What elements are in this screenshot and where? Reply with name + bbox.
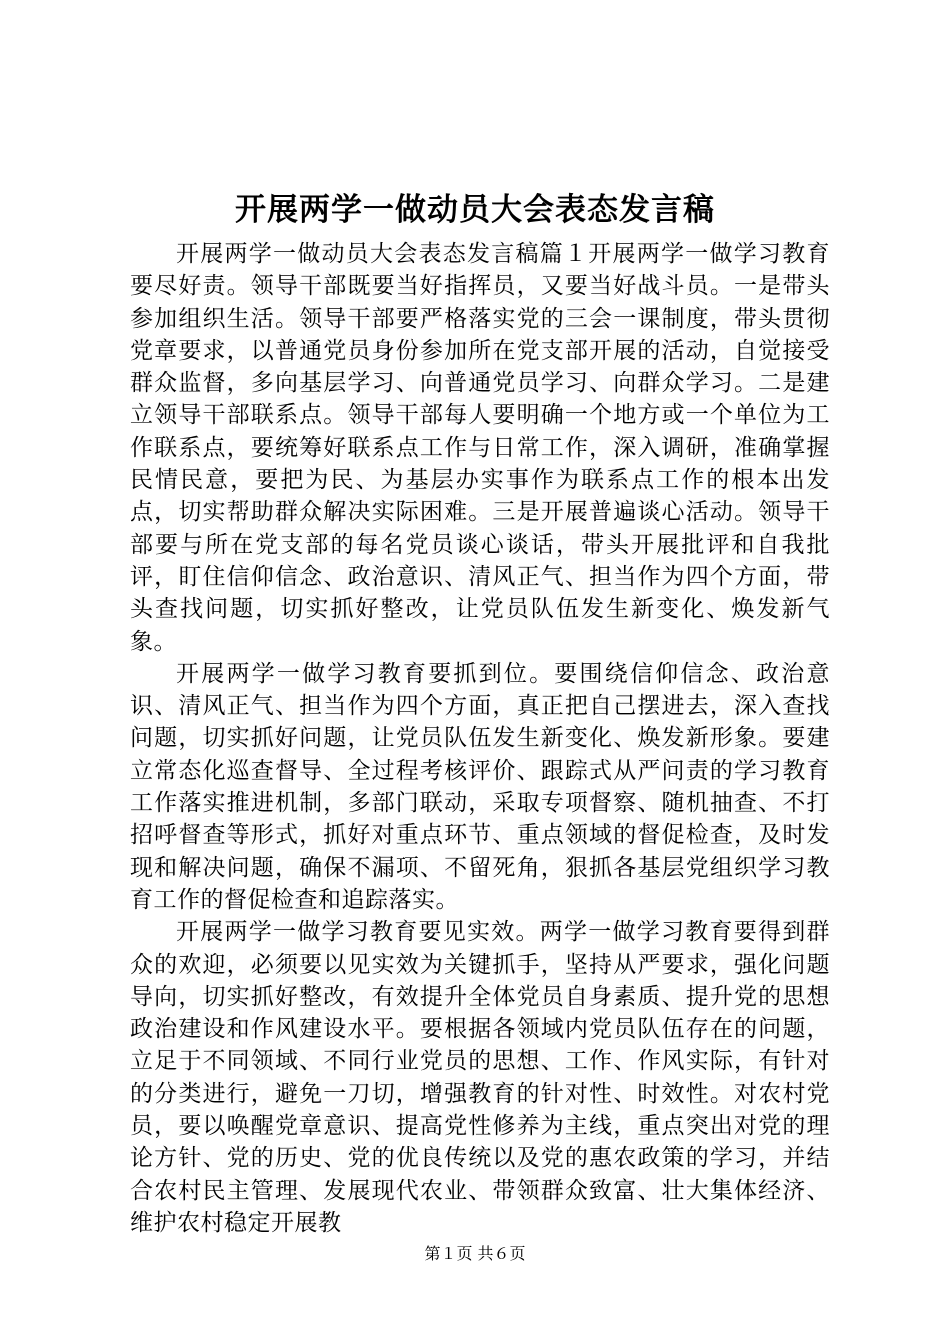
document-body [130, 238, 830, 1239]
paragraph-3: 开展两学一做学习教育要见实效。两学一做学习教育要得到群众的欢迎，必须要以见实效为关键抓手，坚持从严要求，强化问题导向，切实抓好整改，有效提升全体党员自身素质、提升党的思想政治建设和作风建设水平。要根据各领域内党员队伍存在的问题，立足于不同领域、不同行业党员的思想、工作、作风实际，有针对的分类进行，避免一刀切，增强教育的针对性、时效性。对农村党员，要以唤醒党章意识、提高党性修养为主线，重点突出对党的理论方针、党的历史、党的优良传统以及党的惠农政策的学习，并结合农村民主管理、发展现代农业、带领群众致富、壮大集体经济、维护农村稳定开展教 [130, 919, 830, 1236]
page-number-footer: 第１页 共６页 [424, 1244, 526, 1263]
paragraph-1: 开展两学一做动员大会表态发言稿篇１开展两学一做学习教育要尽好责。领导干部既要当好指挥员，又要当好战斗员。一是带头参加组织生活。领导干部要严格落实党的三会一课制度，带头贯彻党章要求，以普通党员身份参加所在党支部开展的活动，自觉接受群众监督，多向基层学习、向普通党员学习、向群众学习。二是建立领导干部联系点。领导干部每人要明确一个地方或一个单位为工作联系点，要统筹好联系点工作与日常工作，深入调研，准确掌握民情民意，要把为民、为基层办实事作为联系点工作的根本出发点，切实帮助群众解决实际困难。三是开展普遍谈心活动。领导干部要与所在党支部的每名党员谈心谈话，带头开展批评和自我批评，盯住信仰信念、政治意识、清风正气、担当作为四个方面，带头查找问题，切实抓好整改，让党员队伍发生新变化、焕发新气象。 [130, 241, 830, 655]
document-title: 开展两学一做动员大会表态发言稿 [235, 192, 715, 228]
paragraph-2: 开展两学一做学习教育要抓到位。要围绕信仰信念、政治意识、清风正气、担当作为四个方面，真正把自己摆进去，深入查找问题，切实抓好问题，让党员队伍发生新变化、焕发新形象。要建立常态化巡查督导、全过程考核评价、跟踪式从严问责的学习教育工作落实推进机制，多部门联动，采取专项督察、随机抽查、不打招呼督查等形式，抓好对重点环节、重点领域的督促检查，及时发现和解决问题，确保不漏项、不留死角，狠抓各基层党组织学习教育工作的督促检查和追踪落实。 [130, 660, 830, 913]
